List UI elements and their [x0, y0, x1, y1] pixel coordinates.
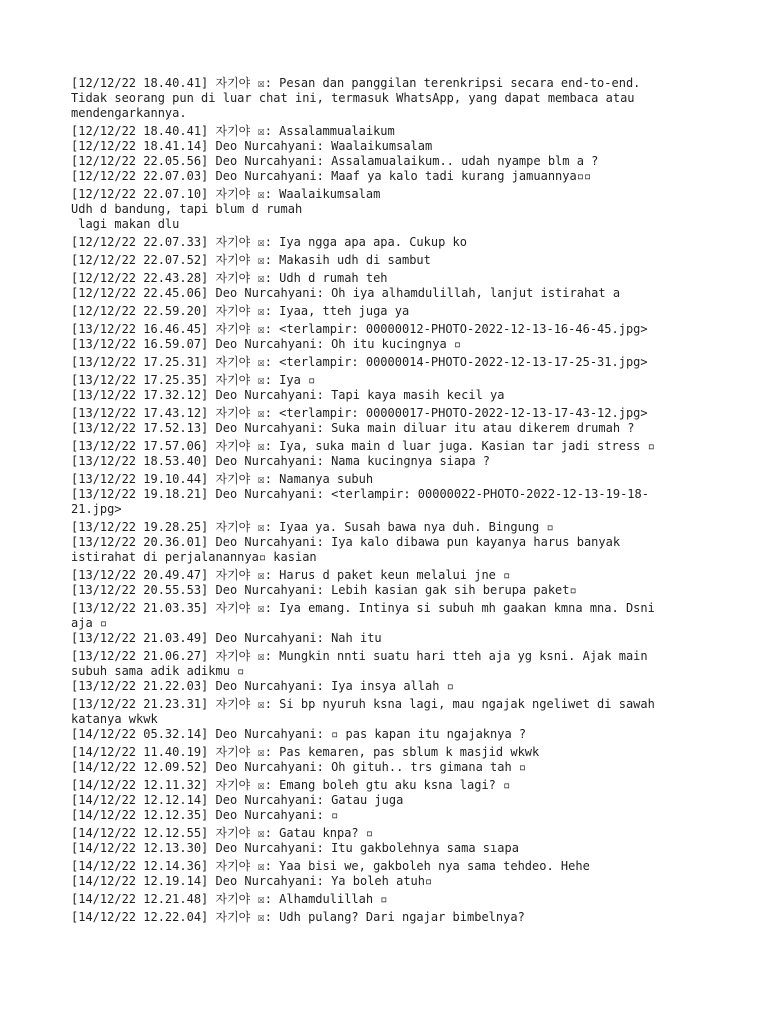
chat-line: [12/12/22 22.05.56] Deo Nurcahyani: Assalamualaikum.. udah nyampe blm a ? — [71, 154, 599, 168]
chat-line: [13/12/22 19.28.25] 자기야 ☒: Iyaa ya. Susah bawa nya duh. Bingung ▫ — [71, 520, 554, 534]
chat-line: [12/12/22 18.41.14] Deo Nurcahyani: Waalaikumsalam — [71, 139, 433, 153]
chat-line: [14/12/22 11.40.19] 자기야 ☒: Pas kemaren, pas sblum k masjid wkwk — [71, 745, 540, 759]
chat-line: [13/12/22 21.03.35] 자기야 ☒: Iya emang. Intinya si subuh mh gaakan kmna mna. Dsni aja ▫ — [71, 601, 655, 630]
chat-line: [12/12/22 22.07.33] 자기야 ☒: Iya ngga apa apa. Cukup ko — [71, 235, 468, 249]
chat-line: [12/12/22 22.07.10] 자기야 ☒: Waalaikumsalam Udh d bandung, tapi blum d rumah lagi makan dlu — [71, 187, 381, 231]
chat-line: [12/12/22 22.07.03] Deo Nurcahyani: Maaf ya kalo tadi kurang jamuannya▫▫ — [71, 169, 592, 183]
chat-line: [13/12/22 17.57.06] 자기야 ☒: Iya, suka main d luar juga. Kasian tar jadi stress ▫ — [71, 439, 655, 453]
chat-line: [14/12/22 12.21.48] 자기야 ☒: Alhamdulillah ▫ — [71, 892, 388, 906]
chat-line: [14/12/22 12.22.04] 자기야 ☒: Udh pulang? Dari ngajar bimbelnya? — [71, 910, 525, 924]
chat-line: [13/12/22 17.43.12] 자기야 ☒: <terlampir: 00000017-PHOTO-2022-12-13-17-43-12.jpg> — [71, 406, 648, 420]
chat-line: [13/12/22 21.06.27] 자기야 ☒: Mungkin nnti suatu hari tteh aja yg ksni. Ajak main subuh sama adik adikmu ▫ — [71, 649, 648, 678]
chat-line: [13/12/22 21.03.49] Deo Nurcahyani: Nah itu — [71, 631, 382, 645]
chat-line: [12/12/22 18.40.41] 자기야 ☒: Assalammualaikum — [71, 124, 395, 138]
chat-line: [13/12/22 20.55.53] Deo Nurcahyani: Lebih kasian gak sih berupa paket▫ — [71, 583, 577, 597]
chat-line: [14/12/22 12.19.14] Deo Nurcahyani: Ya boleh atuh▫ — [71, 874, 433, 888]
chat-line: [13/12/22 19.18.21] Deo Nurcahyani: <terlampir: 00000022-PHOTO-2022-12-13-19-18- 21.jpg> — [71, 487, 649, 516]
chat-line: [14/12/22 12.12.35] Deo Nurcahyani: ▫ — [71, 808, 339, 822]
chat-line: [13/12/22 17.32.12] Deo Nurcahyani: Tapi kaya masih kecil ya — [71, 388, 505, 402]
chat-transcript — [71, 76, 761, 925]
chat-line: [14/12/22 12.09.52] Deo Nurcahyani: Oh gituh.. trs gimana tah ▫ — [71, 760, 527, 774]
chat-line: [13/12/22 16.59.07] Deo Nurcahyani: Oh itu kucingnya ▫ — [71, 337, 462, 351]
chat-line: [12/12/22 18.40.41] 자기야 ☒: Pesan dan panggilan terenkripsi secara end-to-end. Tidak seorang pun di luar chat ini, termasuk WhatsApp, yang dapat membaca atau mendengarkannya. — [71, 76, 641, 120]
chat-line: [13/12/22 16.46.45] 자기야 ☒: <terlampir: 00000012-PHOTO-2022-12-13-16-46-45.jpg> — [71, 322, 648, 336]
chat-line: [13/12/22 18.53.40] Deo Nurcahyani: Nama kucingnya siapa ? — [71, 454, 491, 468]
chat-line: [14/12/22 12.12.14] Deo Nurcahyani: Gatau juga — [71, 793, 404, 807]
chat-line: [12/12/22 22.45.06] Deo Nurcahyani: Oh iya alhamdulillah, lanjut istirahat a — [71, 286, 621, 300]
chat-line: [13/12/22 21.23.31] 자기야 ☒: Si bp nyuruh ksna lagi, mau ngajak ngeliwet di sawah katanya wkwk — [71, 697, 655, 726]
chat-line: [13/12/22 21.22.03] Deo Nurcahyani: Iya insya allah ▫ — [71, 679, 454, 693]
chat-line: [13/12/22 20.49.47] 자기야 ☒: Harus d paket keun melalui jne ▫ — [71, 568, 511, 582]
chat-line: [12/12/22 22.07.52] 자기야 ☒: Makasih udh di sambut — [71, 253, 431, 267]
chat-line: [12/12/22 22.43.28] 자기야 ☒: Udh d rumah teh — [71, 271, 388, 285]
chat-line: [12/12/22 22.59.20] 자기야 ☒: Iyaa, tteh juga ya — [71, 304, 410, 318]
chat-line: [13/12/22 17.25.31] 자기야 ☒: <terlampir: 00000014-PHOTO-2022-12-13-17-25-31.jpg> — [71, 355, 648, 369]
chat-line: [14/12/22 05.32.14] Deo Nurcahyani: ▫ pas kapan itu ngajaknya ? — [71, 727, 527, 741]
chat-line: [13/12/22 20.36.01] Deo Nurcahyani: Iya kalo dibawa pun kayanya harus banyak istirahat di perjalanannya▫ kasian — [71, 535, 621, 564]
chat-line: [14/12/22 12.14.36] 자기야 ☒: Yaa bisi we, gakboleh nya sama tehdeo. Hehe — [71, 859, 590, 873]
chat-line: [13/12/22 19.10.44] 자기야 ☒: Namanya subuh — [71, 472, 374, 486]
chat-line: [13/12/22 17.25.35] 자기야 ☒: Iya ▫ — [71, 373, 316, 387]
chat-line: [14/12/22 12.12.55] 자기야 ☒: Gatau knpa? ▫ — [71, 826, 374, 840]
chat-line: [14/12/22 12.13.30] Deo Nurcahyani: Itu gakbolehnya sama sıapa — [71, 841, 519, 855]
chat-line: [13/12/22 17.52.13] Deo Nurcahyani: Suka main diluar itu atau dikerem drumah ? — [71, 421, 635, 435]
chat-line: [14/12/22 12.11.32] 자기야 ☒: Emang boleh gtu aku ksna lagi? ▫ — [71, 778, 511, 792]
